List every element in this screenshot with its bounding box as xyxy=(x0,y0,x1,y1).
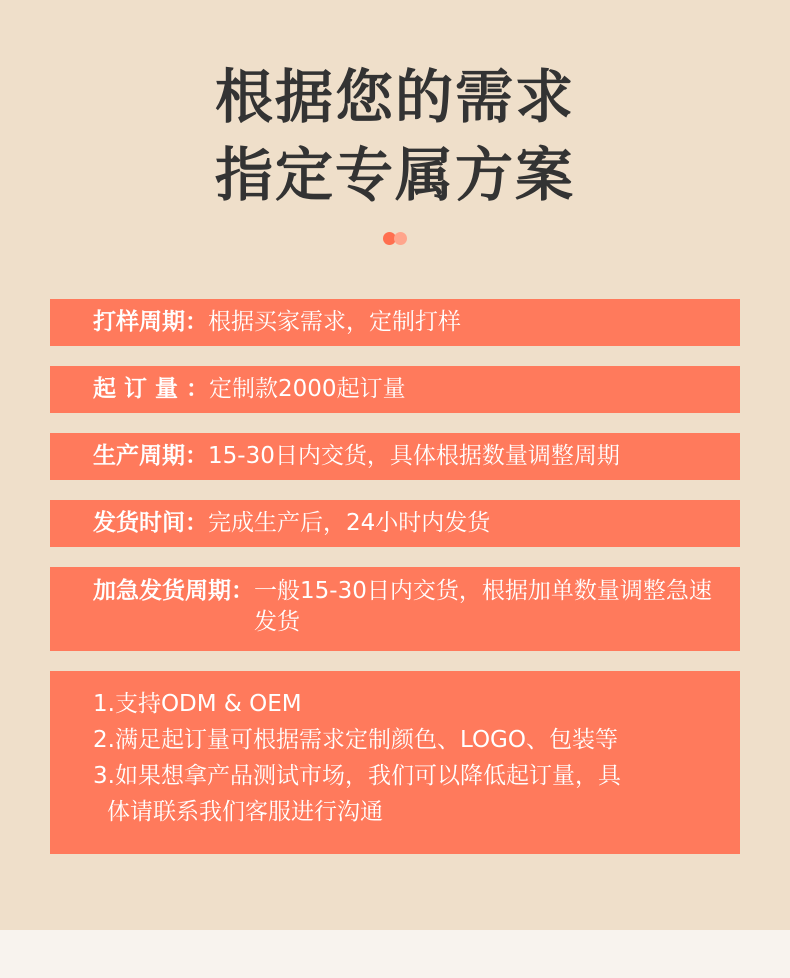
info-row-sample-period xyxy=(50,299,740,346)
row-value: 完成生产后，24小时内发货 xyxy=(208,510,491,536)
note-item-odm-oem: 1.支持ODM & OEM xyxy=(93,691,302,717)
info-row-production-period xyxy=(50,433,740,480)
info-row-shipping-time xyxy=(50,500,740,547)
footer-strip xyxy=(0,930,790,978)
row-value: 根据买家需求，定制打样 xyxy=(208,309,461,335)
note-item-customization: 2.满足起订量可根据需求定制颜色、LOGO、包装等 xyxy=(93,727,618,753)
notes-box xyxy=(50,671,740,854)
row-value: 一般15-30日内交货，根据加单数量调整急速发货 xyxy=(254,578,712,635)
note-item-test-market: 3.如果想拿产品测试市场，我们可以降低起订量，具 xyxy=(93,763,621,789)
info-row-rush-shipping xyxy=(50,567,740,651)
row-value: 15-30日内交货，具体根据数量调整周期 xyxy=(208,443,620,469)
row-label: 加急发货周期： xyxy=(93,578,254,604)
row-value: 定制款2000起订量 xyxy=(209,376,406,402)
page-title-line1: 根据您的需求 xyxy=(214,63,575,131)
decorative-dots xyxy=(383,232,409,246)
dot-secondary-icon xyxy=(394,232,407,245)
row-label: 发货时间： xyxy=(93,510,208,536)
note-item-test-market-continued: 体请联系我们客服进行沟通 xyxy=(107,799,383,825)
info-row-moq xyxy=(50,366,740,413)
row-label: 起 订 量 ： xyxy=(93,376,210,402)
page-title-line2: 指定专属方案 xyxy=(214,141,575,209)
row-label: 生产周期： xyxy=(93,443,208,469)
row-label: 打样周期： xyxy=(93,309,208,335)
